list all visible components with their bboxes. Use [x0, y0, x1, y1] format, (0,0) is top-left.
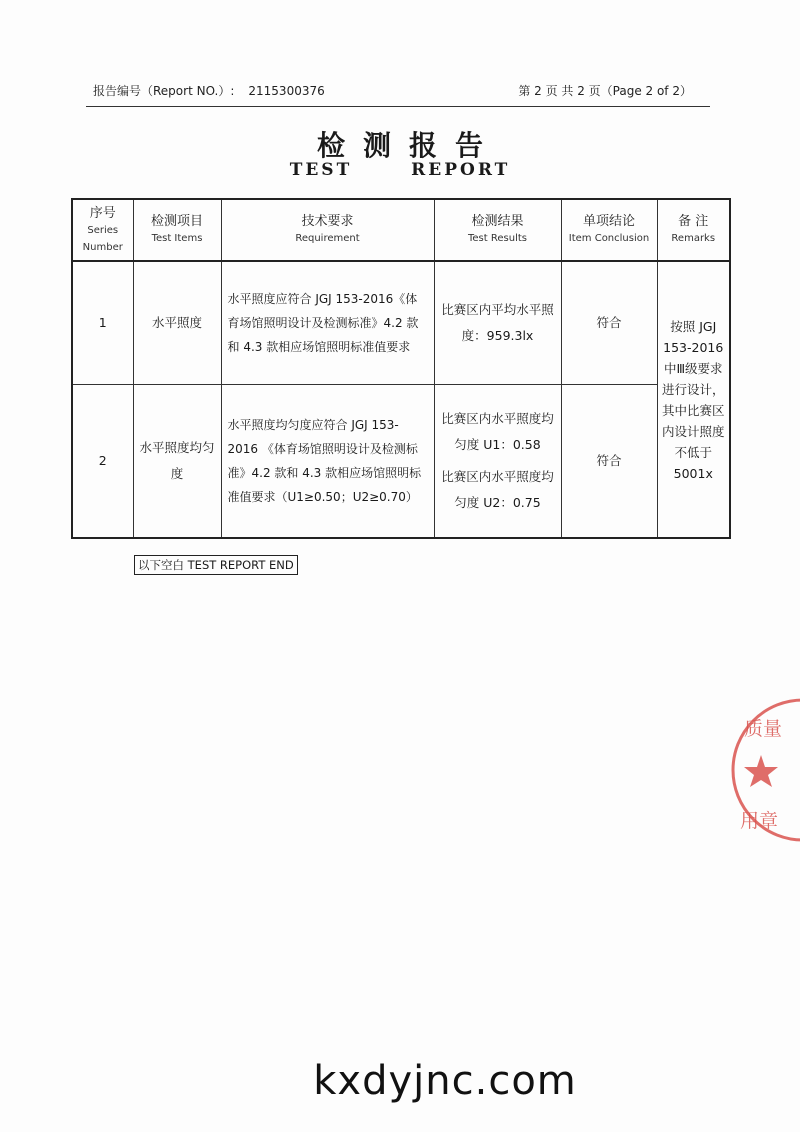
row-conclusion: 符合: [561, 385, 657, 539]
row-number: 1: [72, 261, 133, 385]
row-result: 比赛区内平均水平照度：959.3lx: [434, 261, 561, 385]
col-item-conclusion: 单项结论 Item Conclusion: [561, 199, 657, 261]
col-series-number: 序号 Series Number: [72, 199, 133, 261]
report-number: [93, 82, 325, 99]
row-item: 水平照度均匀度: [133, 385, 221, 539]
test-results-table: [71, 198, 731, 539]
col-requirement: 技术要求 Requirement: [221, 199, 434, 261]
header-divider: [86, 106, 710, 107]
row-requirement: 水平照度均匀度应符合 JGJ 153-2016 《体育场馆照明设计及检测标准》4.2 款和 4.3 款相应场馆照明标准值要求（U1≥0.50；U2≥0.70）: [221, 385, 434, 539]
row-result: [434, 385, 561, 539]
remarks-cell: 按照 JGJ 153-2016 中Ⅲ级要求进行设计，其中比赛区内设计照度不低于 5001x: [657, 261, 730, 538]
col-test-results: 检测结果 Test Results: [434, 199, 561, 261]
official-seal-stamp: [728, 695, 800, 845]
result-u2: 比赛区内水平照度均匀度 U2：0.75: [441, 469, 554, 510]
svg-text:用章: 用章: [740, 810, 779, 832]
row-item: 水平照度: [133, 261, 221, 385]
row-conclusion: 符合: [561, 261, 657, 385]
result-u1: 比赛区内水平照度均匀度 U1：0.58: [441, 411, 554, 452]
table-row: [72, 385, 730, 539]
row-number: 2: [72, 385, 133, 539]
col-remarks: 备 注 Remarks: [657, 199, 730, 261]
row-requirement: 水平照度应符合 JGJ 153-2016《体育场馆照明设计及检测标准》4.2 款和 4.3 款相应场馆照明标准值要求: [221, 261, 434, 385]
site-watermark: kxdyjnc.com: [313, 1058, 577, 1104]
report-number-label: 报告编号（Report NO.）:: [93, 84, 235, 98]
report-title-en: TEST REPORT: [289, 160, 511, 180]
table-row: [72, 261, 730, 385]
report-title-cn: 检测报告: [316, 129, 501, 162]
report-number-value: 2115300376: [248, 84, 325, 98]
col-test-items: 检测项目 Test Items: [133, 199, 221, 261]
svg-text:质量: 质量: [744, 718, 783, 740]
table-header-row: [72, 199, 730, 261]
page-info: 第 2 页 共 2 页（Page 2 of 2）: [518, 84, 692, 98]
end-of-report-note: 以下空白 TEST REPORT END: [134, 555, 298, 575]
